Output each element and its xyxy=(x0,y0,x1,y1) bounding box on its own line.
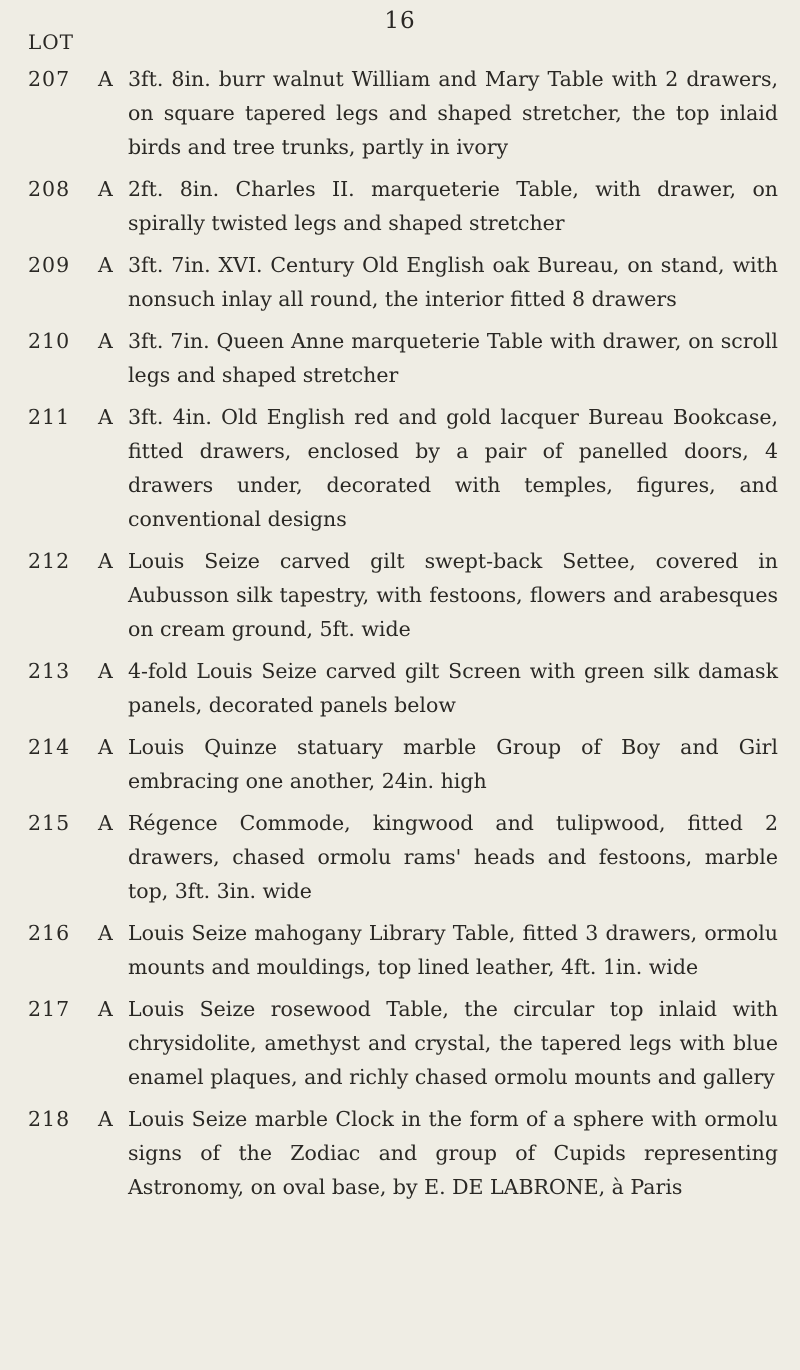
lot-letter: A xyxy=(98,405,113,429)
lot-letter: A xyxy=(98,177,113,201)
lot-number: 211 xyxy=(28,405,71,429)
lot-letter: A xyxy=(98,997,113,1021)
page-number: 16 xyxy=(384,8,416,34)
lot-number: 218 xyxy=(28,1107,71,1131)
lot-letter: A xyxy=(98,253,113,277)
lot-letter: A xyxy=(98,735,113,759)
lot-number: 217 xyxy=(28,997,71,1021)
lot-column-heading: LOT xyxy=(28,30,75,54)
lot-description: 3ft. 7in. XVI. Century Old English oak Bureau, on stand, with nonsuch inlay all round, the interior fitted 8 drawers xyxy=(128,253,778,311)
lot-entry xyxy=(0,806,800,908)
lot-description: Régence Commode, kingwood and tulipwood, fitted 2 drawers, chased ormolu rams' heads and festoons, marble top, 3ft. 3in. wide xyxy=(128,811,778,903)
lot-letter: A xyxy=(98,921,113,945)
lot-description: 3ft. 4in. Old English red and gold lacquer Bureau Bookcase, fitted drawers, enclosed by a pair of panelled doors, 4 drawers under, decorated with temples, figures, and conventional designs xyxy=(128,405,778,531)
lot-entry xyxy=(0,62,800,164)
lot-list xyxy=(0,62,800,1212)
lot-description: Louis Quinze statuary marble Group of Boy and Girl embracing one another, 24in. high xyxy=(128,735,778,793)
lot-entry xyxy=(0,324,800,392)
lot-number: 215 xyxy=(28,811,71,835)
lot-description: 2ft. 8in. Charles II. marqueterie Table, with drawer, on spirally twisted legs and shaped stretcher xyxy=(128,177,778,235)
lot-description: Louis Seize rosewood Table, the circular top inlaid with chrysidolite, amethyst and crystal, the tapered legs with blue enamel plaques, and richly chased ormolu mounts and gallery xyxy=(128,997,778,1089)
lot-letter: A xyxy=(98,811,113,835)
lot-number: 214 xyxy=(28,735,71,759)
lot-description: 4-fold Louis Seize carved gilt Screen with green silk damask panels, decorated panels below xyxy=(128,659,778,717)
lot-number: 213 xyxy=(28,659,71,683)
lot-description: 3ft. 8in. burr walnut William and Mary Table with 2 drawers, on square tapered legs and shaped stretcher, the top inlaid birds and tree trunks, partly in ivory xyxy=(128,67,778,159)
lot-entry xyxy=(0,248,800,316)
lot-number: 210 xyxy=(28,329,71,353)
lot-number: 207 xyxy=(28,67,71,91)
lot-letter: A xyxy=(98,549,113,573)
lot-number: 209 xyxy=(28,253,71,277)
lot-entry xyxy=(0,172,800,240)
lot-entry xyxy=(0,1102,800,1204)
lot-description: Louis Seize mahogany Library Table, fitted 3 drawers, ormolu mounts and mouldings, top lined leather, 4ft. 1in. wide xyxy=(128,921,778,979)
lot-description: Louis Seize carved gilt swept-back Settee, covered in Aubusson silk tapestry, with festoons, flowers and arabesques on cream ground, 5ft. wide xyxy=(128,549,778,641)
lot-entry xyxy=(0,730,800,798)
lot-entry xyxy=(0,654,800,722)
lot-letter: A xyxy=(98,67,113,91)
lot-entry xyxy=(0,400,800,536)
lot-description: 3ft. 7in. Queen Anne marqueterie Table with drawer, on scroll legs and shaped stretcher xyxy=(128,329,778,387)
lot-number: 212 xyxy=(28,549,71,573)
lot-letter: A xyxy=(98,329,113,353)
lot-number: 208 xyxy=(28,177,71,201)
lot-letter: A xyxy=(98,1107,113,1131)
lot-entry xyxy=(0,992,800,1094)
lot-number: 216 xyxy=(28,921,71,945)
lot-description: Louis Seize marble Clock in the form of a sphere with ormolu signs of the Zodiac and group of Cupids representing Astronomy, on oval base, by E. DE LABRONE, à Paris xyxy=(128,1107,778,1199)
lot-entry xyxy=(0,544,800,646)
lot-letter: A xyxy=(98,659,113,683)
lot-entry xyxy=(0,916,800,984)
